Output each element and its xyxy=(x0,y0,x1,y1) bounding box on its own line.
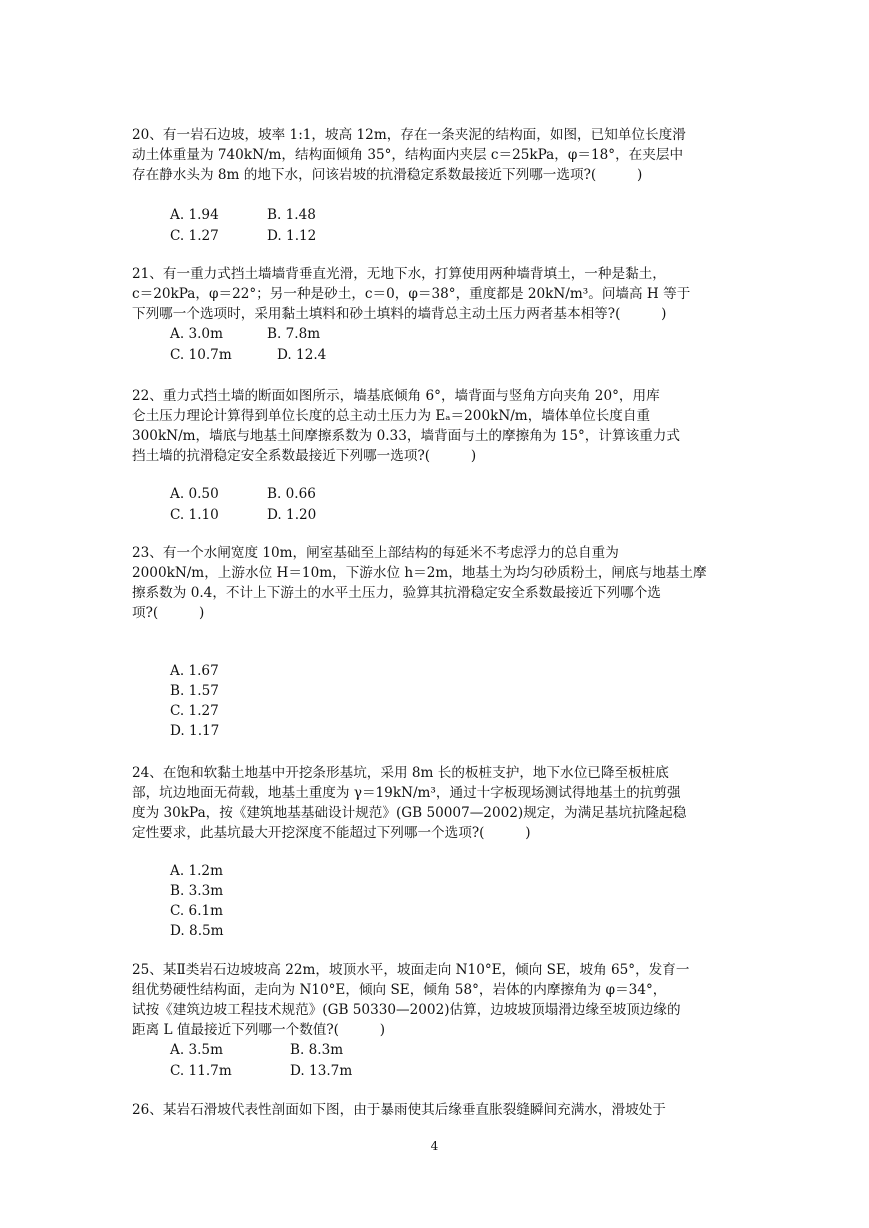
question-text-line: 20、有一岩石边坡，坡率 1:1，坡高 12m，存在一条夹泥的结构面，如图，已知单位长度滑 xyxy=(132,127,686,143)
option-d: D. 1.20 xyxy=(267,507,317,523)
question-text-line: 下列哪一个选项时，采用黏土填料和砂土填料的墙背总主动土压力两者基本相等?( ) xyxy=(132,306,667,322)
question-text-line: 300kN/m，墙底与地基土间摩擦系数为 0.33，墙背面与土的摩擦角为 15°，计算该重力式 xyxy=(132,428,680,444)
question-text-line: 存在静水头为 8m 的地下水，问该岩坡的抗滑稳定系数最接近下列哪一选项?( ) xyxy=(132,167,643,183)
option-a: A. 1.2m xyxy=(170,863,223,879)
question-text-line: 2000kN/m，上游水位 H＝10m，下游水位 h＝2m，地基土为均匀砂质粉土，闸底与地基土摩 xyxy=(132,565,707,581)
question-text-line: 项?( ) xyxy=(132,605,205,621)
question-text-line: 擦系数为 0.4，不计上下游土的水平土压力，验算其抗滑稳定安全系数最接近下列哪个选 xyxy=(132,585,661,601)
option-d: D. 13.7m xyxy=(290,1063,353,1079)
option-b: B. 1.57 xyxy=(170,683,219,699)
option-c: C. 1.10 xyxy=(170,507,219,523)
option-b: B. 1.48 xyxy=(267,207,316,223)
option-c: C. 1.27 xyxy=(170,703,219,719)
question-text-line: 动土体重量为 740kN/m，结构面倾角 35°，结构面内夹层 c＝25kPa，φ＝18°，在夹层中 xyxy=(132,147,684,163)
option-a: A. 3.5m xyxy=(170,1042,223,1058)
question-text-line: 仑土压力理论计算得到单位长度的总主动土压力为 Eₐ＝200kN/m，墙体单位长度自重 xyxy=(132,408,651,424)
question-text-line: 23、有一个水闸宽度 10m，闸室基础至上部结构的每延米不考虑浮力的总自重为 xyxy=(132,545,619,561)
option-a: A. 3.0m xyxy=(170,326,223,342)
question-text-line: 距离 L 值最接近下列哪一个数值?( ) xyxy=(132,1022,386,1038)
question-text-line: 定性要求，此基坑最大开挖深度不能超过下列哪一个选项?( ) xyxy=(132,825,531,841)
question-text-line: 度为 30kPa，按《建筑地基基础设计规范》(GB 50007—2002)规定，为满足基坑抗隆起稳 xyxy=(132,805,687,821)
option-c: C. 1.27 xyxy=(170,228,219,244)
option-a: A. 0.50 xyxy=(170,486,219,502)
option-b: B. 8.3m xyxy=(290,1042,344,1058)
question-text-line: 21、有一重力式挡土墙墙背垂直光滑，无地下水，打算使用两种墙背填土，一种是黏土， xyxy=(132,266,666,282)
option-d: D. 12.4 xyxy=(277,347,327,363)
question-text-line: 组优势硬性结构面，走向为 N10°E，倾向 SE，倾角 58°，岩体的内摩擦角为 φ＝34°， xyxy=(132,982,667,998)
page-number: 4 xyxy=(430,1139,439,1153)
question-text-line: 部，坑边地面无荷载，地基土重度为 γ＝19kN/m³，通过十字板现场测试得地基土的抗剪强 xyxy=(132,785,681,801)
question-text-line: 挡土墙的抗滑稳定安全系数最接近下列哪一选项?( ) xyxy=(132,448,477,464)
question-text-line: 26、某岩石滑坡代表性剖面如下图，由于暴雨使其后缘垂直胀裂缝瞬间充满水，滑坡处于 xyxy=(132,1102,666,1118)
option-c: C. 10.7m xyxy=(170,347,232,363)
question-text-line: 试按《建筑边坡工程技术规范》(GB 50330—2002)估算，边坡坡顶塌滑边缘至坡顶边缘的 xyxy=(132,1002,681,1018)
option-d: D. 1.17 xyxy=(170,723,220,739)
option-b: B. 3.3m xyxy=(170,883,224,899)
question-text-line: c＝20kPa，φ＝22°；另一种是砂土，c＝0，φ＝38°，重度都是 20kN/m³。问墙高 H 等于 xyxy=(132,286,691,302)
option-d: D. 8.5m xyxy=(170,923,224,939)
question-text-line: 22、重力式挡土墙的断面如图所示，墙基底倾角 6°，墙背面与竖角方向夹角 20°，用库 xyxy=(132,388,660,404)
option-b: B. 0.66 xyxy=(267,486,316,502)
option-a: A. 1.67 xyxy=(170,663,219,679)
option-a: A. 1.94 xyxy=(170,207,219,223)
option-c: C. 6.1m xyxy=(170,903,224,919)
question-text-line: 25、某Ⅱ类岩石边坡坡高 22m，坡顶水平，坡面走向 N10°E，倾向 SE，坡角 65°，发育一 xyxy=(132,962,690,978)
question-text-line: 24、在饱和软黏土地基中开挖条形基坑，采用 8m 长的板桩支护，地下水位已降至板桩底 xyxy=(132,765,669,781)
option-c: C. 11.7m xyxy=(170,1063,232,1079)
option-d: D. 1.12 xyxy=(267,228,317,244)
option-b: B. 7.8m xyxy=(267,326,321,342)
